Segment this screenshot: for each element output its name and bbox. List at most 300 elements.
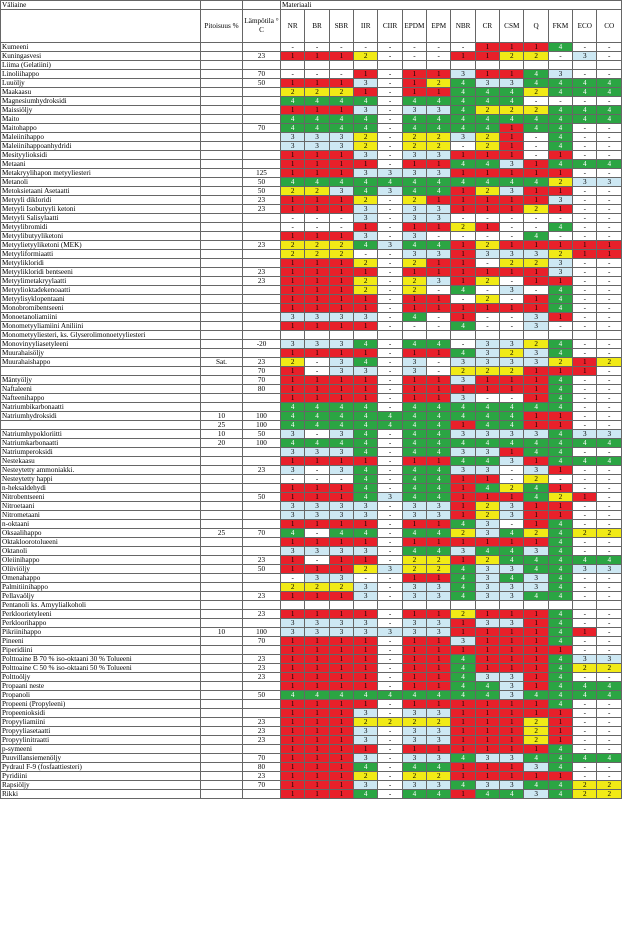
medium-name: Metyylisyklopentaani — [1, 295, 201, 304]
rating-cell-cr: 3 — [475, 619, 499, 628]
rating-cell-cr: 1 — [475, 772, 499, 781]
rating-cell-ciir: - — [378, 286, 402, 295]
rating-cell-epdm: 1 — [402, 385, 426, 394]
rating-cell-br: 4 — [305, 421, 329, 430]
medium-name: Polttoaine B 70 % iso-oktaani 30 % Tolueeni — [1, 655, 201, 664]
rating-cell-co: - — [597, 448, 622, 457]
rating-cell-br: 4 — [305, 439, 329, 448]
rating-cell-q: 1 — [524, 709, 548, 718]
rating-cell-ciir: - — [378, 745, 402, 754]
rating-cell-ciir: - — [378, 520, 402, 529]
rating-cell-epm: - — [427, 52, 451, 61]
rating-cell-epm: 2 — [427, 772, 451, 781]
rating-cell-epm — [427, 331, 451, 340]
rating-cell-nr: 3 — [281, 448, 305, 457]
medium-name: Metyylikloridi bentseeni — [1, 268, 201, 277]
rating-cell-nbr: 4 — [451, 439, 475, 448]
rating-cell-ciir: - — [378, 583, 402, 592]
temperature-cell — [243, 295, 281, 304]
rating-cell-epdm: 2 — [402, 133, 426, 142]
rating-cell-q: 1 — [524, 655, 548, 664]
rating-cell-co: - — [597, 520, 622, 529]
table-row — [1, 205, 622, 214]
rating-cell-co: - — [597, 385, 622, 394]
rating-cell-epdm: 3 — [402, 250, 426, 259]
rating-cell-br: - — [305, 466, 329, 475]
rating-cell-csm: - — [500, 322, 524, 331]
rating-cell-q: 1 — [524, 295, 548, 304]
concentration-cell — [201, 259, 243, 268]
temperature-cell — [243, 97, 281, 106]
rating-cell-sbr: 1 — [329, 196, 353, 205]
rating-cell-nr: 4 — [281, 115, 305, 124]
rating-cell-co: - — [597, 736, 622, 745]
rating-cell-iir: 1 — [354, 304, 378, 313]
rating-cell-cr: 1 — [475, 376, 499, 385]
medium-name: Nesteytetty happi — [1, 475, 201, 484]
rating-cell-csm: - — [500, 223, 524, 232]
rating-cell-br: 1 — [305, 592, 329, 601]
rating-cell-nbr: 3 — [451, 466, 475, 475]
rating-cell-epm: 4 — [427, 448, 451, 457]
temperature-cell: 70 — [243, 376, 281, 385]
medium-name: Nestekaasu — [1, 457, 201, 466]
table-row — [1, 736, 622, 745]
rating-cell-iir: 1 — [354, 376, 378, 385]
temperature-cell: 70 — [243, 754, 281, 763]
rating-cell-epdm: 4 — [402, 403, 426, 412]
rating-cell-nbr: 4 — [451, 664, 475, 673]
rating-cell-nr: 3 — [281, 547, 305, 556]
rating-cell-br: 3 — [305, 574, 329, 583]
rating-cell-nr: 1 — [281, 151, 305, 160]
rating-cell-epdm: 3 — [402, 169, 426, 178]
rating-cell-nbr: 1 — [451, 727, 475, 736]
rating-cell-br: - — [305, 529, 329, 538]
concentration-cell — [201, 502, 243, 511]
rating-cell-br: 2 — [305, 250, 329, 259]
rating-cell-eco: 1 — [573, 358, 597, 367]
rating-cell-cr: 2 — [475, 367, 499, 376]
medium-name: Muurahaisöljy — [1, 349, 201, 358]
medium-name: Oksaalihappo — [1, 529, 201, 538]
rating-cell-cr: 3 — [475, 340, 499, 349]
temperature-cell: 50 — [243, 691, 281, 700]
concentration-cell — [201, 718, 243, 727]
rating-cell-ciir: 3 — [378, 628, 402, 637]
rating-cell-sbr: 3 — [329, 574, 353, 583]
concentration-cell — [201, 646, 243, 655]
rating-cell-eco: - — [573, 718, 597, 727]
rating-cell-epm: 4 — [427, 493, 451, 502]
rating-cell-nr: 1 — [281, 349, 305, 358]
rating-cell-sbr: 4 — [329, 412, 353, 421]
concentration-cell — [201, 538, 243, 547]
rating-cell-csm: 4 — [500, 790, 524, 799]
rating-cell-cr: 1 — [475, 475, 499, 484]
rating-cell-epdm: 1 — [402, 376, 426, 385]
rating-cell-q: 4 — [524, 754, 548, 763]
table-row — [1, 493, 622, 502]
rating-cell-csm: 2 — [500, 106, 524, 115]
rating-cell-iir: 1 — [354, 610, 378, 619]
rating-cell-q: 4 — [524, 565, 548, 574]
rating-cell-cr: 4 — [475, 178, 499, 187]
rating-cell-br — [305, 331, 329, 340]
rating-cell-co: - — [597, 187, 622, 196]
rating-cell-fkm: 4 — [548, 790, 572, 799]
rating-cell-iir: - — [354, 250, 378, 259]
rating-cell-csm: - — [500, 466, 524, 475]
rating-cell-csm: 1 — [500, 493, 524, 502]
temperature-cell — [243, 232, 281, 241]
rating-cell-nbr: 4 — [451, 673, 475, 682]
rating-cell-epdm: 3 — [402, 592, 426, 601]
temperature-cell — [243, 142, 281, 151]
rating-cell-eco: - — [573, 286, 597, 295]
rating-cell-iir: 1 — [354, 268, 378, 277]
rating-cell-fkm: 4 — [548, 124, 572, 133]
rating-cell-ciir: - — [378, 97, 402, 106]
rating-cell-nbr: 4 — [451, 682, 475, 691]
rating-cell-ciir: - — [378, 403, 402, 412]
rating-cell-csm: 1 — [500, 538, 524, 547]
rating-cell-nr: 1 — [281, 538, 305, 547]
rating-cell-eco: 4 — [573, 556, 597, 565]
rating-cell-cr: 1 — [475, 727, 499, 736]
rating-cell-eco: - — [573, 592, 597, 601]
medium-name: Pydraul F-9 (fosfaattiesteri) — [1, 763, 201, 772]
rating-cell-co: - — [597, 412, 622, 421]
rating-cell-nbr: 4 — [451, 79, 475, 88]
rating-cell-br: - — [305, 223, 329, 232]
rating-cell-nbr: 2 — [451, 610, 475, 619]
rating-cell-fkm: 4 — [548, 115, 572, 124]
temperature-cell: 23 — [243, 664, 281, 673]
rating-cell-br: 3 — [305, 313, 329, 322]
header-row-columns — [1, 10, 622, 43]
rating-cell-cr: - — [475, 313, 499, 322]
rating-cell-epm: 3 — [427, 169, 451, 178]
rating-cell-q: 3 — [524, 763, 548, 772]
rating-cell-csm: 3 — [500, 160, 524, 169]
table-row — [1, 295, 622, 304]
rating-cell-iir: 3 — [354, 583, 378, 592]
rating-cell-co: - — [597, 394, 622, 403]
rating-cell-q: 4 — [524, 232, 548, 241]
rating-cell-eco: - — [573, 142, 597, 151]
medium-name: Liima (Gelatiini) — [1, 61, 201, 70]
rating-cell-nbr: 1 — [451, 187, 475, 196]
rating-cell-eco: 3 — [573, 655, 597, 664]
rating-cell-epdm: - — [402, 43, 426, 52]
temperature-cell — [243, 349, 281, 358]
blank-header — [243, 1, 281, 10]
rating-cell-q: 1 — [524, 385, 548, 394]
medium-name: Natriumperoksidi — [1, 448, 201, 457]
rating-cell-nr: 2 — [281, 250, 305, 259]
rating-cell-epdm: 4 — [402, 187, 426, 196]
rating-cell-nbr: - — [451, 232, 475, 241]
rating-cell-q: 1 — [524, 43, 548, 52]
rating-cell-epdm: 3 — [402, 619, 426, 628]
rating-cell-nbr: 4 — [451, 691, 475, 700]
rating-cell-eco: - — [573, 520, 597, 529]
material-header-sbr: SBR — [329, 10, 353, 43]
rating-cell-iir: 3 — [354, 313, 378, 322]
rating-cell-fkm: - — [548, 475, 572, 484]
rating-cell-co: - — [597, 367, 622, 376]
concentration-cell — [201, 43, 243, 52]
table-row — [1, 682, 622, 691]
rating-cell-co: 1 — [597, 241, 622, 250]
rating-cell-epdm: 2 — [402, 286, 426, 295]
table-row — [1, 97, 622, 106]
rating-cell-nbr: 1 — [451, 538, 475, 547]
rating-cell-epm: 4 — [427, 466, 451, 475]
rating-cell-br: 1 — [305, 286, 329, 295]
rating-cell-csm: - — [500, 394, 524, 403]
rating-cell-q: 1 — [524, 277, 548, 286]
rating-cell-iir: 3 — [354, 169, 378, 178]
rating-cell-fkm: 4 — [548, 43, 572, 52]
rating-cell-nbr: 4 — [451, 583, 475, 592]
rating-cell-nr: 1 — [281, 592, 305, 601]
concentration-cell — [201, 268, 243, 277]
rating-cell-cr: 4 — [475, 160, 499, 169]
rating-cell-nr: 3 — [281, 313, 305, 322]
rating-cell-q: 1 — [524, 304, 548, 313]
rating-cell-co: - — [597, 52, 622, 61]
rating-cell-nr: 1 — [281, 232, 305, 241]
rating-cell-cr: 3 — [475, 520, 499, 529]
rating-cell-sbr: 1 — [329, 763, 353, 772]
rating-cell-nbr: 1 — [451, 745, 475, 754]
rating-cell-q: 1 — [524, 196, 548, 205]
rating-cell-csm: 3 — [500, 430, 524, 439]
temperature-cell — [243, 475, 281, 484]
rating-cell-nbr: 1 — [451, 304, 475, 313]
rating-cell-nbr: 1 — [451, 493, 475, 502]
rating-cell-epdm: 4 — [402, 124, 426, 133]
rating-cell-nbr: 1 — [451, 259, 475, 268]
rating-cell-fkm: 4 — [548, 304, 572, 313]
rating-cell-csm: 4 — [500, 115, 524, 124]
rating-cell-sbr: 4 — [329, 691, 353, 700]
rating-cell-epm: 3 — [427, 736, 451, 745]
rating-cell-epm: 1 — [427, 574, 451, 583]
rating-cell-epdm: 3 — [402, 367, 426, 376]
rating-cell-eco: - — [573, 295, 597, 304]
rating-cell-nr: 3 — [281, 430, 305, 439]
rating-cell-br: 1 — [305, 322, 329, 331]
table-row — [1, 376, 622, 385]
rating-cell-co: - — [597, 133, 622, 142]
rating-cell-ciir: 3 — [378, 169, 402, 178]
rating-cell-epm: 3 — [427, 628, 451, 637]
rating-cell-nbr: 4 — [451, 160, 475, 169]
rating-cell-cr: 3 — [475, 448, 499, 457]
material-header-epm: EPM — [427, 10, 451, 43]
rating-cell-co: - — [597, 538, 622, 547]
temperature-cell — [243, 457, 281, 466]
rating-cell-fkm: - — [548, 232, 572, 241]
table-row — [1, 745, 622, 754]
rating-cell-ciir: - — [378, 556, 402, 565]
concentration-cell: 25 — [201, 529, 243, 538]
rating-cell-epdm: 4 — [402, 466, 426, 475]
medium-name: Pineeni — [1, 637, 201, 646]
rating-cell-co: - — [597, 628, 622, 637]
rating-cell-eco: - — [573, 133, 597, 142]
rating-cell-epm: 4 — [427, 412, 451, 421]
rating-cell-cr — [475, 601, 499, 610]
rating-cell-br: 4 — [305, 691, 329, 700]
rating-cell-eco: - — [573, 340, 597, 349]
rating-cell-epm: 3 — [427, 214, 451, 223]
rating-cell-fkm: 4 — [548, 376, 572, 385]
rating-cell-eco: 3 — [573, 430, 597, 439]
rating-cell-eco: - — [573, 502, 597, 511]
rating-cell-nr: 1 — [281, 772, 305, 781]
rating-cell-epm: 2 — [427, 79, 451, 88]
rating-cell-epdm: 1 — [402, 394, 426, 403]
concentration-cell — [201, 565, 243, 574]
rating-cell-q: 3 — [524, 250, 548, 259]
rating-cell-fkm: 1 — [548, 151, 572, 160]
rating-cell-ciir: - — [378, 754, 402, 763]
rating-cell-fkm: 4 — [548, 655, 572, 664]
medium-name: Maleiinihappo — [1, 133, 201, 142]
table-row — [1, 538, 622, 547]
rating-cell-co: 4 — [597, 556, 622, 565]
rating-cell-epm: 1 — [427, 682, 451, 691]
rating-cell-cr: 2 — [475, 502, 499, 511]
rating-cell-iir: 1 — [354, 556, 378, 565]
rating-cell-q: 3 — [524, 349, 548, 358]
rating-cell-fkm: 4 — [548, 529, 572, 538]
rating-cell-q — [524, 601, 548, 610]
temperature-cell — [243, 115, 281, 124]
rating-cell-epm: 4 — [427, 403, 451, 412]
rating-cell-q: 1 — [524, 241, 548, 250]
temperature-cell — [243, 538, 281, 547]
concentration-cell — [201, 772, 243, 781]
rating-cell-iir: 3 — [354, 736, 378, 745]
rating-cell-csm: 1 — [500, 610, 524, 619]
rating-cell-cr: 2 — [475, 295, 499, 304]
rating-cell-epm: 1 — [427, 376, 451, 385]
rating-cell-q: 1 — [524, 160, 548, 169]
rating-cell-co: - — [597, 97, 622, 106]
table-row — [1, 502, 622, 511]
rating-cell-co — [597, 601, 622, 610]
rating-cell-nr: - — [281, 223, 305, 232]
rating-cell-cr: - — [475, 394, 499, 403]
rating-cell-cr: 1 — [475, 763, 499, 772]
temperature-cell — [243, 61, 281, 70]
rating-cell-iir: 3 — [354, 205, 378, 214]
rating-cell-cr — [475, 61, 499, 70]
rating-cell-co: 1 — [597, 250, 622, 259]
table-row — [1, 601, 622, 610]
rating-cell-co: - — [597, 268, 622, 277]
rating-cell-epdm: 2 — [402, 772, 426, 781]
rating-cell-fkm: 4 — [548, 133, 572, 142]
rating-cell-nbr: 1 — [451, 241, 475, 250]
rating-cell-co: - — [597, 259, 622, 268]
rating-cell-epdm: 1 — [402, 664, 426, 673]
table-row — [1, 430, 622, 439]
rating-cell-br: 3 — [305, 142, 329, 151]
rating-cell-nbr — [451, 601, 475, 610]
rating-cell-cr: 1 — [475, 223, 499, 232]
rating-cell-nbr: 1 — [451, 196, 475, 205]
rating-cell-sbr: 3 — [329, 142, 353, 151]
rating-cell-epdm: 1 — [402, 655, 426, 664]
rating-cell-br: - — [305, 70, 329, 79]
rating-cell-q: 3 — [524, 430, 548, 439]
rating-cell-nr: 1 — [281, 493, 305, 502]
rating-cell-ciir: - — [378, 637, 402, 646]
rating-cell-nbr: 3 — [451, 70, 475, 79]
rating-cell-epm: 3 — [427, 619, 451, 628]
rating-cell-fkm — [548, 601, 572, 610]
rating-cell-epdm: 3 — [402, 781, 426, 790]
rating-cell-csm: 4 — [500, 97, 524, 106]
rating-cell-cr — [475, 331, 499, 340]
rating-cell-sbr: 1 — [329, 304, 353, 313]
rating-cell-nbr: 1 — [451, 709, 475, 718]
rating-cell-fkm: 1 — [548, 736, 572, 745]
rating-cell-csm: 4 — [500, 529, 524, 538]
rating-cell-br: 1 — [305, 232, 329, 241]
rating-cell-cr: 2 — [475, 133, 499, 142]
rating-cell-csm: 3 — [500, 565, 524, 574]
rating-cell-q: 1 — [524, 412, 548, 421]
rating-cell-q: 1 — [524, 682, 548, 691]
rating-cell-nbr: 1 — [451, 268, 475, 277]
rating-cell-iir: 2 — [354, 196, 378, 205]
rating-cell-ciir: - — [378, 475, 402, 484]
rating-cell-csm: 1 — [500, 142, 524, 151]
rating-cell-nbr: 1 — [451, 619, 475, 628]
concentration-cell — [201, 124, 243, 133]
rating-cell-nr: 1 — [281, 376, 305, 385]
rating-cell-fkm: - — [548, 214, 572, 223]
rating-cell-ciir: - — [378, 223, 402, 232]
rating-cell-nr: - — [281, 574, 305, 583]
rating-cell-epdm: 1 — [402, 700, 426, 709]
table-row — [1, 511, 622, 520]
rating-cell-epm: 1 — [427, 664, 451, 673]
rating-cell-iir — [354, 331, 378, 340]
table-row — [1, 781, 622, 790]
rating-cell-co: - — [597, 286, 622, 295]
temperature-cell — [243, 682, 281, 691]
rating-cell-iir: 4 — [354, 475, 378, 484]
rating-cell-ciir: - — [378, 700, 402, 709]
rating-cell-epdm: 1 — [402, 88, 426, 97]
rating-cell-epm: 3 — [427, 106, 451, 115]
medium-name: Metyyli dikloridi — [1, 196, 201, 205]
rating-cell-ciir: - — [378, 457, 402, 466]
rating-cell-epm: 3 — [427, 781, 451, 790]
concentration-cell — [201, 682, 243, 691]
rating-cell-sbr: 3 — [329, 547, 353, 556]
rating-cell-cr: 1 — [475, 70, 499, 79]
rating-cell-epdm: 4 — [402, 448, 426, 457]
